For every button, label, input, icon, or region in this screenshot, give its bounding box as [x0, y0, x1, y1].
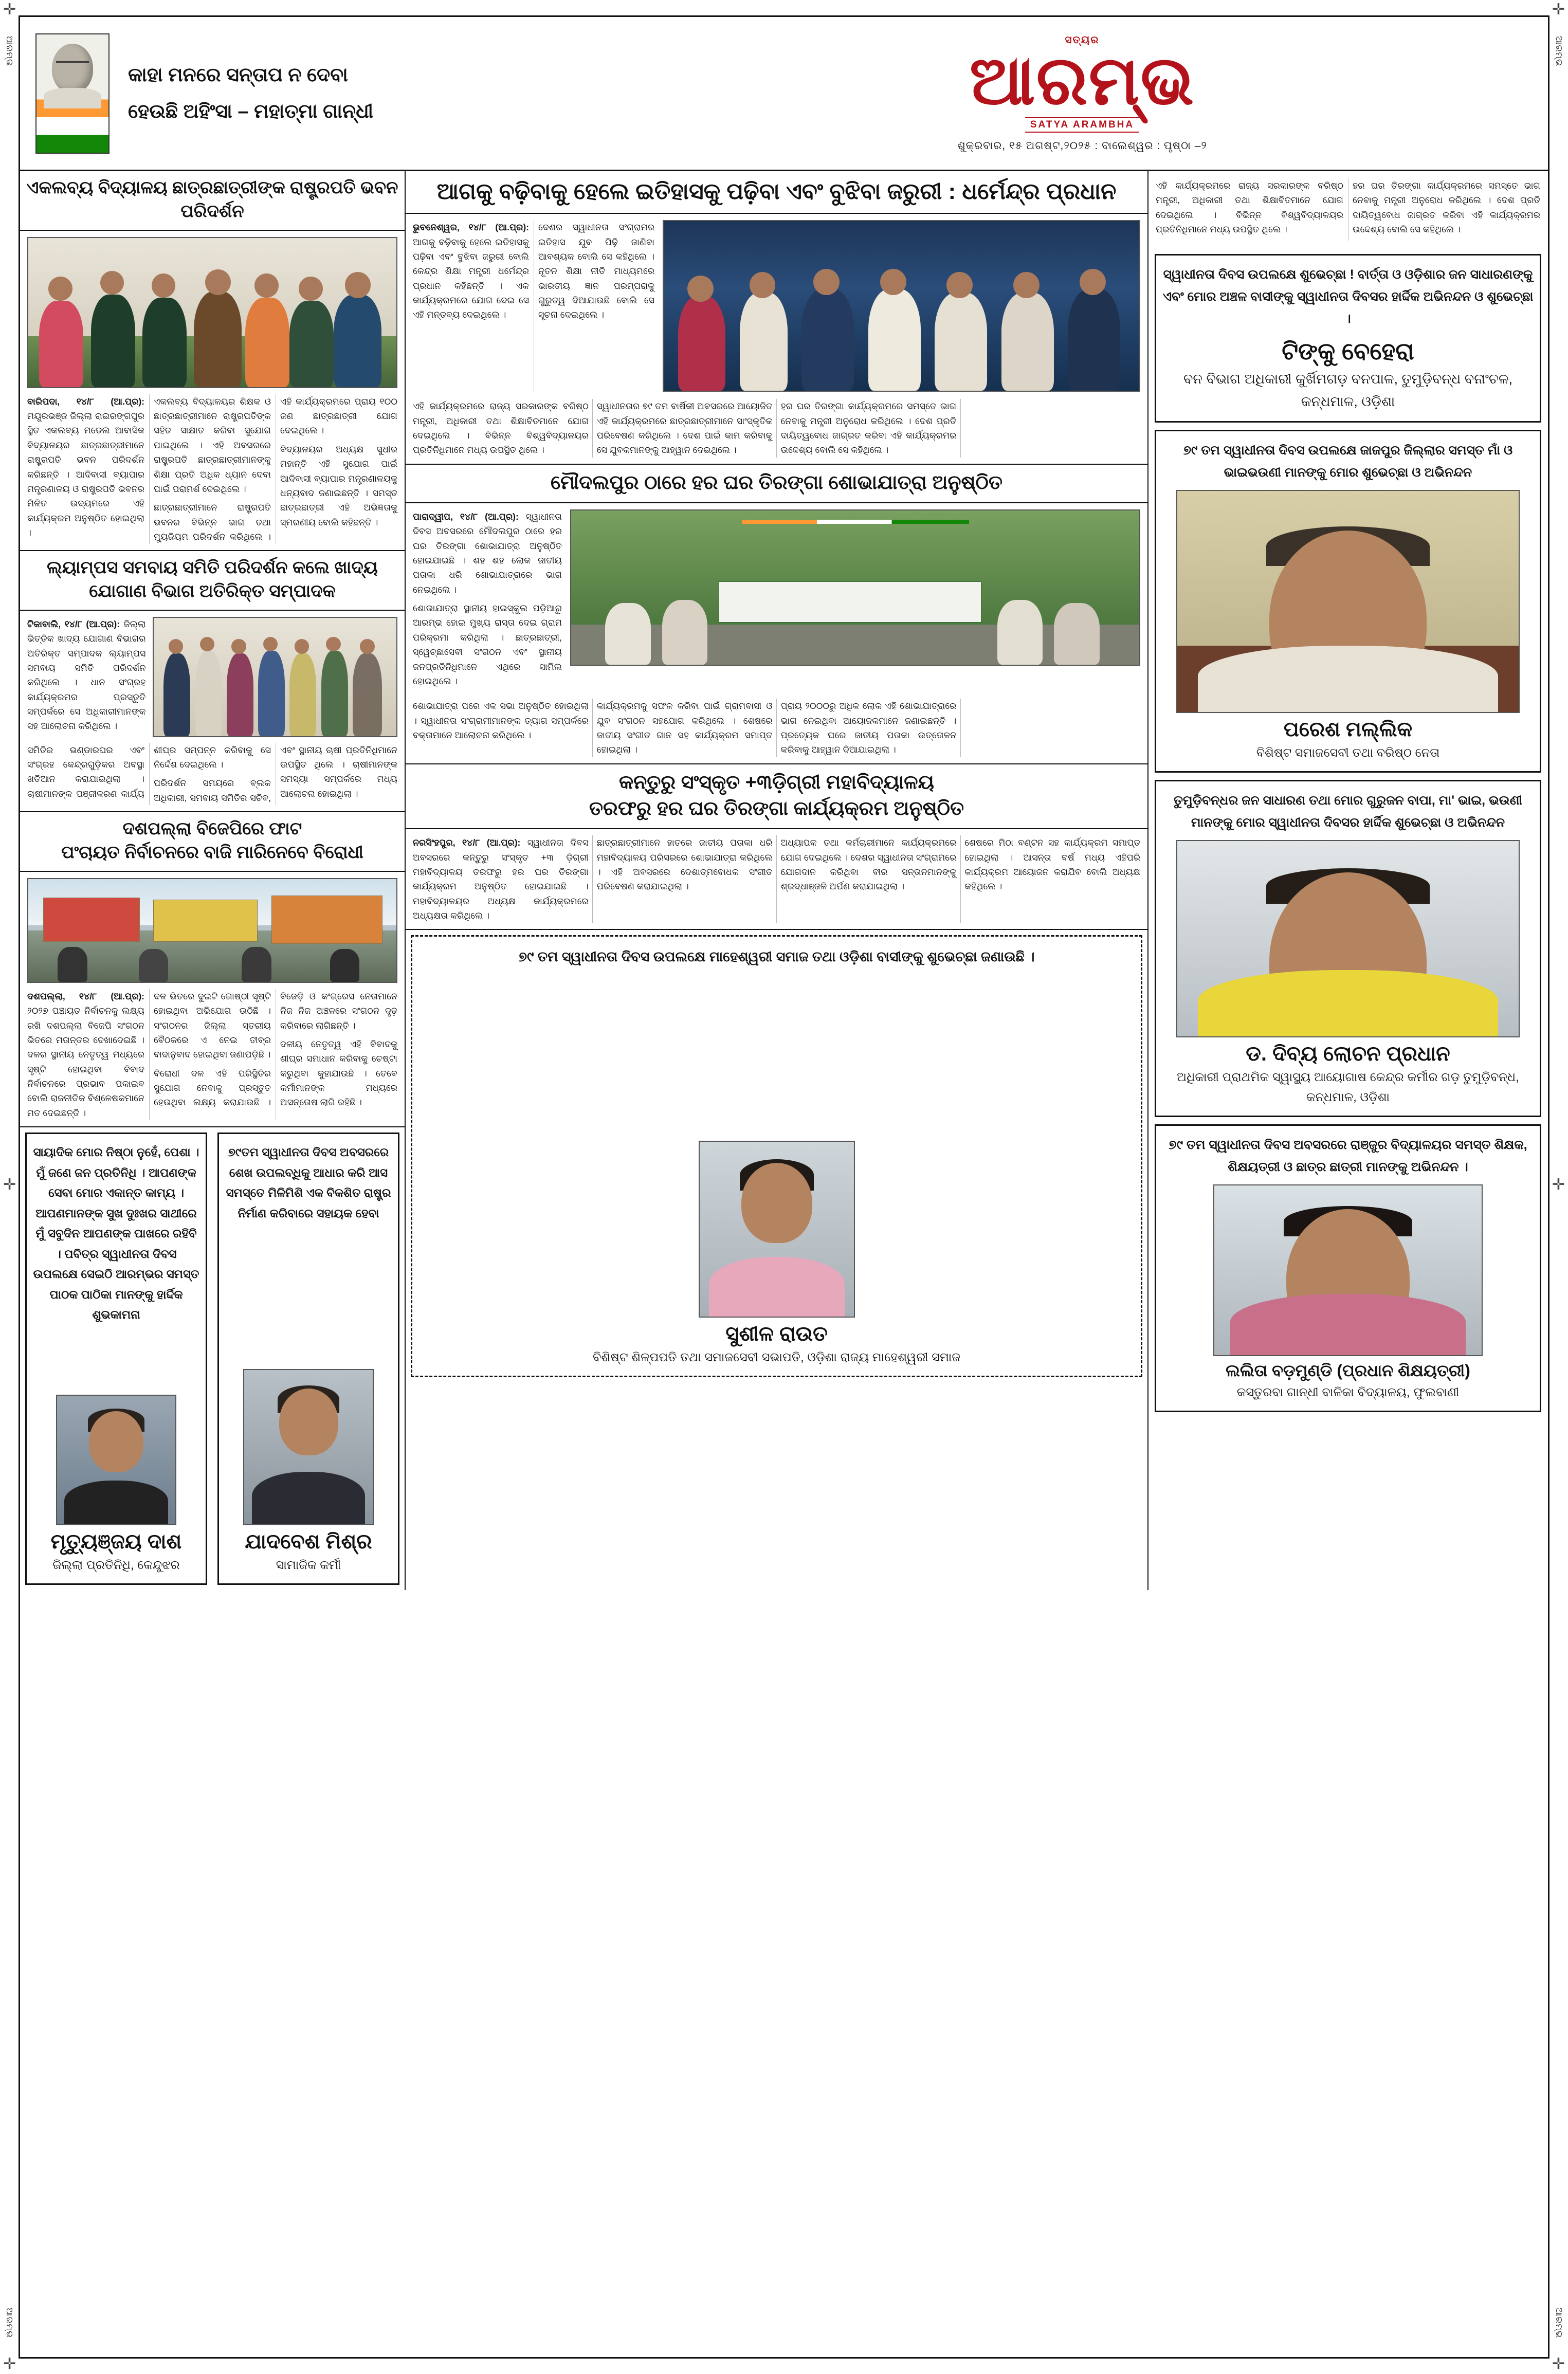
ad-slot-dibya: [1148, 780, 1547, 1117]
ad-person-role: ବିଶିଷ୍ଟ ଶିଳ୍ପପତି ତଥା ସମାଜସେବୀ ସଭାପତି, ଓଡ଼ିଶା ରାଜ୍ୟ ମାହେଶ୍ୱରୀ ସମାଜ: [593, 1350, 960, 1364]
crop-mark-top-left: ✛: [3, 1, 16, 18]
crop-mark-bottom-left: ✛: [3, 2355, 16, 2372]
headline-line-1: କନ୍ତୁରୁ ସଂସ୍କୃତ +୩ଡ଼ିଗ୍ରୀ ମହାବିଦ୍ୟାଳୟ: [619, 771, 934, 793]
article-body: ଦଶପଲ୍ଲା, ୧୪/୮ (ଆ.ପ୍ର): ୨୦୨୭ ପଞ୍ଚାୟତ ନିର୍ବାଚନକୁ ଲକ୍ଷ୍ୟ ରଖି ଦଶପଲ୍ଲା ବିଜେପି ସଂଗଠନ ଭିତରେ ମତାନ୍ତର ଦେଖାଦେଇଛି । ଦଳର ସ୍ଥାନୀୟ ନେତୃତ୍ୱ ମଧ୍ୟରେ ସୃଷ୍ଟି ହୋଇଥିବା ବିବାଦ ନିର୍ବାଚନରେ ପ୍ରଭାବ ପକାଇବ ବୋଲି ରାଜନୀତିକ ବିଶ୍ଳେଷକମାନେ ମତ ଦେଇଛନ୍ତି । ଦଳ ଭିତରେ ଦୁଇଟି ଗୋଷ୍ଠୀ ସୃଷ୍ଟି ହୋଇଥିବା ଅଭିଯୋଗ ଉଠିଛି । ସଂଗଠନର ଜିଲ୍ଲା ସ୍ତରୀୟ ବୈଠକରେ ଏ ନେଇ ତୀବ୍ର ବାଦାନୁବାଦ ହୋଇଥିବା ଜଣାପଡ଼ିଛି । ବିରୋଧୀ ଦଳ ଏହି ପରିସ୍ଥିତିର ସୁଯୋଗ ନେବାକୁ ପ୍ରସ୍ତୁତ ହେଉଥିବା ଲକ୍ଷ୍ୟ କରାଯାଉଛି । ବିଜେଡ଼ି ଓ କଂଗ୍ରେସ ନେତାମାନେ ନିଜ ନିଜ ଅଞ୍ଚଳରେ ସଂଗଠନ ଦୃଢ଼ କରିବାରେ ଲାଗିଛନ୍ତି । ଦଳୀୟ ନେତୃତ୍ୱ ଏହି ବିବାଦକୁ ଶୀଘ୍ର ସମାଧାନ କରିବାକୁ ଚେଷ୍ଟା କରୁଥିବା କୁହାଯାଉଛି । ତେବେ କର୍ମୀମାନଙ୍କ ମଧ୍ୟରେ ଅସନ୍ତୋଷ ଲାଗି ରହିଛି ।: [27, 991, 397, 1118]
jadabesa-mishra-portrait: [243, 1369, 374, 1525]
brand-small-text: ସତ୍ୟର: [1065, 34, 1100, 46]
article-dateline: ନରସିଂହପୁର, ୧୪/୮ (ଆ.ପ୍ର):: [413, 837, 521, 848]
ad-person-role: ଅଧିକାରୀ ପ୍ରାଥମିକ ସ୍ୱାସ୍ଥ୍ୟ ଆୟୋଗାଷ କେନ୍ଦ୍ର କର୍ମୀର ଗଡ଼ ତୁମୁଡ଼ିବନ୍ଧ, କନ୍ଧମାଳ, ଓଡ଼ିଶା: [1177, 1070, 1519, 1104]
masthead: [20, 17, 1548, 171]
ad-person-role: ଜିଲ୍ଲା ପ୍ରତିନିଧି, କେନ୍ଦୁଝର: [52, 1558, 180, 1572]
ad-message: ୭୯ ତମ ସ୍ୱାଧୀନତା ଦିବସ ଉପଲକ୍ଷେ ଜାଜପୁର ଜିଲ୍ଲାର ସମସ୍ତ ମାଁ ଓ ଭାଇଭଉଣୀ ମାନଙ୍କୁ ମୋର ଶୁଭେଚ୍ଛା ଓ ଅଭିନନ୍ଦନ: [1183, 443, 1513, 480]
students-group-photo: [27, 237, 397, 388]
headline-line-2: ପଂଚାୟତ ନିର୍ବାଚନରେ ବାଜି ମାରିନେବେ ବିରୋଧୀ: [61, 843, 363, 863]
article-body-col1: ଟିକାବାଲି, ୧୪/୮ (ଆ.ପ୍ର): ଜିଲ୍ଲା ଭିତ୍ତିକ ଖାଦ୍ୟ ଯୋଗାଣ ବିଭାଗର ଅତିରିକ୍ତ ସମ୍ପାଦକ ଲ୍ୟାମ୍ପସ ସମବାୟ ସମିତି ପରିଦର୍ଶନ କରିଥିଲେ । ଧାନ ସଂଗ୍ରହ କାର୍ଯ୍ୟକ୍ରମର ପ୍ରସ୍ତୁତି ସମ୍ପର୍କରେ ସେ ଅଧିକାରୀମାନଙ୍କ ସହ ଆଲୋଚନା କରିଥିଲେ ।: [27, 619, 146, 732]
ad-person-name: ଟିଙ୍କୁ ବେହେରା: [1282, 338, 1414, 365]
side-label-left: ଆରମ୍ଭ: [5, 36, 14, 67]
article-ekalabya: [20, 171, 405, 550]
ad-person-name: ମୃତ୍ୟୁଞ୍ଜୟ ଦାଶ: [50, 1530, 182, 1553]
ad-message: ତୁମୁଡ଼ିବନ୍ଧର ଜନ ସାଧାରଣ ତଥା ମୋର ଗୁରୁଜନ ବାପା, ମା' ଭାଇ, ଭଉଣୀ ମାନଙ୍କୁ ମୋର ସ୍ୱାଧୀନତା ଦିବସର ହାର୍ଦ୍ଦିକ ଶୁଭେଚ୍ଛା ଓ ଅଭିନନ୍ଦନ: [1174, 793, 1522, 830]
article-dasapalla: [20, 811, 405, 1126]
crop-mark-top-right: ✛: [1552, 1, 1565, 18]
article-body: ନରସିଂହପୁର, ୧୪/୮ (ଆ.ପ୍ର): ସ୍ୱାଧୀନତା ଦିବସ ଅବସରରେ କନ୍ତୁରୁ ସଂସ୍କୃତ +୩ ଡ଼ିଗ୍ରୀ ମହାବିଦ୍ୟାଳୟ ତରଫରୁ ହର ଘର ତିରଙ୍ଗା କାର୍ଯ୍ୟକ୍ରମ ଅନୁଷ୍ଠିତ ହୋଇଯାଇଛି । ମହାବିଦ୍ୟାଳୟର ଅଧ୍ୟକ୍ଷ କାର୍ଯ୍ୟକ୍ରମରେ ଅଧ୍ୟକ୍ଷତା କରିଥିଲେ । ଛାତ୍ରଛାତ୍ରୀମାନେ ହାତରେ ଜାତୀୟ ପତାକା ଧରି ମହାବିଦ୍ୟାଳୟ ପରିସରରେ ଶୋଭାଯାତ୍ରା କରିଥିଲେ । ଏହି ଅବସରରେ ଦେଶାତ୍ମବୋଧକ ସଂଗୀତ ପରିବେଷଣ କରାଯାଇଥିଲା । ଅଧ୍ୟାପକ ତଥା କର୍ମଚାରୀମାନେ କାର୍ଯ୍ୟକ୍ରମରେ ଯୋଗ ଦେଇଥିଲେ । ଦେଶର ସ୍ୱାଧୀନତା ସଂଗ୍ରାମରେ ଯୋଗଦାନ କରିଥିବା ବୀର ସନ୍ତାନମାନଙ୍କୁ ଶ୍ରଦ୍ଧାଞ୍ଜଳି ଅର୍ପଣ କରାଯାଇଥିଲା । ଶେଷରେ ମିଠା ବଣ୍ଟନ ସହ କାର୍ଯ୍ୟକ୍ରମ ସମାପ୍ତ ହୋଇଥିଲା । ଆସନ୍ତା ବର୍ଷ ମଧ୍ୟ ଏହିପରି କାର୍ଯ୍ୟକ୍ରମ ଆୟୋଜନ କରାଯିବ ବୋଲି ଅଧ୍ୟକ୍ଷ କହିଥିଲେ ।: [413, 837, 1140, 921]
ad-message: ସାୟାଦିକ ମୋର ନିଷ୍ଠା ନୁହେଁ, ପେଶା । ମୁଁ ଜଣେ ଜନ ପ୍ରତିନିଧି । ଆପଣଙ୍କ ସେବା ମୋର ଏକାନ୍ତ କାମ୍ୟ । ଆପଣମାନଙ୍କ ସୁଖ ଦୁଃଖର ସାଥୀରେ ମୁଁ ସବୁଦିନ ଆପଣଙ୍କ ପାଖରେ ରହିବି । ପବିତ୍ର ସ୍ୱାଧୀନତା ଦିବସ ଉପଲକ୍ଷେ ସେଇଠି ଆରମ୍ଭର ସମସ୍ତ ପାଠକ ପାଠିକା ମାନଙ୍କୁ ହାର୍ଦ୍ଦିକ ଶୁଭକାମନା: [33, 1145, 199, 1322]
article-dateline: ପାରାଦ୍ୱୀପ, ୧୪/୮ (ଆ.ପ୍ର):: [413, 512, 519, 522]
lead-headline: ଆଗକୁ ବଢ଼ିବାକୁ ହେଲେ ଇତିହାସକୁ ପଢ଼ିବା ଏବଂ ବୁଝିବା ଜରୁରୀ : ଧର୍ମେନ୍ଦ୍ର ପ୍ରଧାନ: [406, 171, 1147, 214]
ad-message: ସ୍ୱାଧୀନତା ଦିବସ ଉପଲକ୍ଷେ ଶୁଭେଚ୍ଛା ! ବାର୍ତ୍ତା ଓ ଓଡ଼ିଶାର ଜନ ସାଧାରଣଙ୍କୁ ଏବଂ ମୋର ଅଞ୍ଚଳ ବାସୀଙ୍କୁ ସ୍ୱାଧୀନତା ଦିବସର ହାର୍ଦ୍ଦିକ ଅଭିନନ୍ଦନ ଓ ଶୁଭେଚ୍ଛା ।: [1162, 267, 1534, 326]
ad-slot-paresh: [1148, 430, 1547, 773]
headline-line-1: ଦଶପଲ୍ଲା ବିଜେପିରେ ଫାଟ: [122, 819, 302, 839]
crop-mark-bottom-right: ✛: [1552, 2355, 1565, 2372]
political-meeting-photo: [27, 878, 397, 983]
masthead-slogan-block: [20, 17, 616, 170]
ad-slot-tinku: [1148, 254, 1547, 422]
ad-person-role: ବିଶିଷ୍ଟ ସମାଜସେବୀ ତଥା ବରିଷ୍ଠ ନେତା: [1256, 745, 1440, 760]
masthead-brand-block: [616, 17, 1548, 170]
ad-slot-jadabesa: [212, 1127, 405, 1590]
article-headline: ଲ୍ୟାମ୍ପସ ସମବାୟ ସମିତି ପରିଦର୍ଶନ କଲେ ଖାଦ୍ୟ ଯୋଗାଣ ବିଭାଗ ଅତିରିକ୍ତ ସମ୍ପାଦକ: [20, 551, 405, 611]
crop-mark-mid-right: ✛: [1552, 1176, 1565, 1193]
ad-person-name: ଯାଦବେଶ ମିଶ୍ର: [245, 1530, 372, 1553]
ad-slot-susila: [406, 929, 1147, 1382]
ad-message: ୭୯ ତମ ସ୍ୱାଧୀନତା ଦିବସ ଅବସରରେ ରାଞ୍ଜୁର ବିଦ୍ୟାଳୟର ସମସ୍ତ ଶିକ୍ଷକ, ଶିକ୍ଷୟତ୍ରୀ ଓ ଛାତ୍ର ଛାତ୍ରୀ ମାନଙ୍କୁ ଅଭିନନ୍ଦନ ।: [1169, 1137, 1527, 1174]
gandhi-portrait-icon: [35, 33, 110, 154]
article-dateline: ଭୁବନେଶ୍ୱର, ୧୪/୮ (ଆ.ପ୍ର):: [413, 222, 529, 233]
side-label-left-bottom: ଆରମ୍ଭ: [5, 2307, 14, 2338]
ad-message: ୭୯ ତମ ସ୍ୱାଧୀନତା ଦିବସ ଉପଲକ୍ଷେ ମାହେଶ୍ୱରୀ ସମାଜ ତଥା ଓଡ଼ିଶା ବାସୀଙ୍କୁ ଶୁଭେଚ୍ଛା ଜଣାଉଛି ।: [518, 949, 1035, 965]
article-dateline: ଦଶପଲ୍ଲା, ୧୪/୮ (ଆ.ପ୍ର):: [27, 991, 144, 1001]
article-headline: ମୌଦଲପୁର ଠାରେ ହର ଘର ତିରଙ୍ଗା ଶୋଭାଯାତ୍ରା ଅନୁଷ୍ଠିତ: [406, 465, 1147, 503]
article-dateline: ଟିକାବାଲି, ୧୪/୮ (ଆ.ପ୍ର):: [27, 619, 120, 629]
ad-person-role: ସାମାଜିକ କର୍ମୀ: [276, 1558, 341, 1572]
ad-person-name: ଡ. ଦିବ୍ୟ ଲୋଚନ ପ୍ରଧାନ: [1246, 1043, 1450, 1066]
article-lamps: [20, 550, 405, 811]
ad-slot-lalita: [1148, 1124, 1547, 1427]
article-headline: ଏକଲବ୍ୟ ବିଦ୍ୟାଳୟ ଛାତ୍ରଛାତ୍ରୀଙ୍କ ରାଷ୍ଟ୍ରପତି ଭବନ ପରିଦର୍ଶନ: [20, 171, 405, 231]
lead-body-bottom: ଏହି କାର୍ଯ୍ୟକ୍ରମରେ ରାଜ୍ୟ ସରକାରଙ୍କ ବରିଷ୍ଠ ମନ୍ତ୍ରୀ, ଅଧିକାରୀ ତଥା ଶିକ୍ଷାବିତମାନେ ଯୋଗ ଦେଇଥିଲେ । ବିଭିନ୍ନ ବିଶ୍ୱବିଦ୍ୟାଳୟର ପ୍ରତିନିଧିମାନେ ମଧ୍ୟ ଉପସ୍ଥିତ ଥିଲେ । ସ୍ୱାଧୀନତାର ୭୯ ତମ ବାର୍ଷିକୀ ଅବସରରେ ଆୟୋଜିତ ଏହି କାର୍ଯ୍ୟକ୍ରମରେ ଛାତ୍ରଛାତ୍ରୀମାନେ ସାଂସ୍କୃତିକ ପରିବେଷଣ କରିଥିଲେ । ଦେଶ ପାଇଁ କାମ କରିବାକୁ ସେ ଯୁବକମାନଙ୍କୁ ଆହ୍ୱାନ ଦେଇଥିଲେ । ହର ଘର ତିରଙ୍ଗା କାର୍ଯ୍ୟକ୍ରମରେ ସମସ୍ତେ ଭାଗ ନେବାକୁ ମନ୍ତ୍ରୀ ଅନୁରୋଧ କରିଥିଲେ । ଦେଶ ପ୍ରତି ଦାୟିତ୍ୱବୋଧ ଜାଗ୍ରତ କରିବା ଏହି କାର୍ଯ୍ୟକ୍ରମର ଉଦ୍ଦେଶ୍ୟ ବୋଲି ସେ କହିଥିଲେ ।: [413, 401, 957, 455]
newspaper-title: ଆରମ୍ଭ: [969, 42, 1195, 118]
ministers-on-stage-photo: [663, 220, 1140, 392]
crop-mark-mid-left: ✛: [3, 1176, 16, 1193]
masthead-slogan: [128, 57, 373, 130]
ad-person-name: ଲଲିତା ବଡ଼ମୁଣ୍ଡି (ପ୍ରଧାନ ଶିକ୍ଷୟତ୍ରୀ): [1226, 1361, 1470, 1380]
article-maidalpur: [406, 464, 1147, 763]
mrutyunjaya-dasa-portrait: [56, 1395, 176, 1525]
article-headline: [20, 812, 405, 872]
right-column: [1148, 171, 1547, 1590]
side-label-right-bottom: ଆରମ୍ଭ: [1554, 2307, 1564, 2338]
left-column: [20, 171, 406, 1590]
cooperative-inspection-photo: [153, 617, 397, 737]
paresh-mallick-portrait: [1176, 490, 1520, 713]
article-headline: [406, 764, 1147, 830]
article-kanturu: [406, 763, 1147, 929]
slogan-line-1: କାହା ମନରେ ସନ୍ତାପ ନ ଦେବା: [128, 64, 348, 86]
susila-rout-portrait: [699, 1141, 855, 1318]
lalita-badamundi-portrait: [1213, 1184, 1483, 1356]
page-body: [20, 171, 1548, 1590]
article-body: ସମିତିର ଭଣ୍ଡାରଘର ଏବଂ ସଂଗ୍ରହ କେନ୍ଦ୍ରଗୁଡ଼ିକର ଅବସ୍ଥା ଖତିଆନ କରାଯାଇଥିଲା । ଚାଷୀମାନଙ୍କ ପଞ୍ଜୀକରଣ କାର୍ଯ୍ୟ ଶୀଘ୍ର ସମ୍ପନ୍ନ କରିବାକୁ ସେ ନିର୍ଦ୍ଦେଶ ଦେଇଥିଲେ । ପରିଦର୍ଶନ ସମୟରେ ବ୍ଲକ ଅଧିକାରୀ, ସମବାୟ ସମିତିର ସଚିବ, ଏବଂ ସ୍ଥାନୀୟ ଚାଷୀ ପ୍ରତିନିଧିମାନେ ଉପସ୍ଥିତ ଥିଲେ । ଚାଷୀମାନଙ୍କ ସମସ୍ୟା ସମ୍ପର୍କରେ ମଧ୍ୟ ଆଲୋଚନା ହୋଇଥିଲା ।: [27, 744, 397, 803]
ad-message: ୭୯ତମ ସ୍ୱାଧୀନତା ଦିବସ ଅବସରରେ ଶେଖ ଉପଲବ୍ଧିକୁ ଆଧାର କରି ଆସ ସମସ୍ତେ ମିଳିମିଶି ଏକ ବିକଶିତ ରାଷ୍ଟ୍ର ନିର୍ମାଣ କରିବାରେ ସହାୟକ ହେବା: [226, 1145, 391, 1220]
dibya-lochan-pradhan-portrait: [1176, 840, 1520, 1037]
tiranga-rally-photo: [570, 509, 1140, 666]
article-body-col1: ପାରାଦ୍ୱୀପ, ୧୪/୮ (ଆ.ପ୍ର): ସ୍ୱାଧୀନତା ଦିବସ ଅବସରରେ ମୌଦଲପୁର ଠାରେ ହର ଘର ତିରଙ୍ଗା ଶୋଭାଯାତ୍ରା ଅନୁଷ୍ଠିତ ହୋଇଯାଇଛି । ଶହ ଶହ ଲୋକ ଜାତୀୟ ପତାକା ଧରି ଶୋଭାଯାତ୍ରାରେ ଭାଗ ନେଇଥିଲେ । ଶୋଭାଯାତ୍ରା ସ୍ଥାନୀୟ ହାଇସ୍କୁଲ ପଡ଼ିଆରୁ ଆରମ୍ଭ ହୋଇ ମୁଖ୍ୟ ରାସ୍ତା ଦେଇ ଗ୍ରାମ ପରିକ୍ରମା କରିଥିଲା । ଛାତ୍ରଛାତ୍ରୀ, ସ୍ୱେଚ୍ଛାସେବୀ ସଂଗଠନ ଏବଂ ସ୍ଥାନୀୟ ଜନପ୍ରତିନିଧିମାନେ ଏଥିରେ ସାମିଲ ହୋଇଥିଲେ ।: [413, 512, 562, 686]
middle-column: [406, 171, 1148, 1590]
page-frame: [19, 15, 1549, 2359]
slogan-line-2: ହେଉଛି ଅହିଂସା – ମହାତ୍ମା ଗାନ୍ଧୀ: [128, 100, 374, 122]
article-dharmendra: [406, 171, 1147, 464]
article-body: ବାରିପଦା, ୧୪/୮ (ଆ.ପ୍ର): ମୟୂରଭଞ୍ଜ ଜିଲ୍ଲା ରାଇରଙ୍ଗପୁର ସ୍ଥିତ ଏକଲବ୍ୟ ମଡେଲ ଆବାସିକ ବିଦ୍ୟାଳୟର ଛାତ୍ରଛାତ୍ରୀମାନେ ରାଷ୍ଟ୍ରପତି ଭବନ ପରିଦର୍ଶନ କରିଛନ୍ତି । ଆଦିବାସୀ ବ୍ୟାପାର ମନ୍ତ୍ରଣାଳୟ ଓ ରାଷ୍ଟ୍ରପତି ଭବନର ମିଳିତ ଉଦ୍ୟମରେ ଏହି କାର୍ଯ୍ୟକ୍ରମ ଅନୁଷ୍ଠିତ ହୋଇଥିଲା । ଏକଲବ୍ୟ ବିଦ୍ୟାଳୟର ଶିକ୍ଷକ ଓ ଛାତ୍ରଛାତ୍ରୀମାନେ ରାଷ୍ଟ୍ରପତିଙ୍କ ସହିତ ସାକ୍ଷାତ କରିବା ସୁଯୋଗ ପାଇଥିଲେ । ଏହି ଅବସରରେ ରାଷ୍ଟ୍ରପତି ଛାତ୍ରଛାତ୍ରୀମାନଙ୍କୁ ଶିକ୍ଷା ପ୍ରତି ଅଧିକ ଧ୍ୟାନ ଦେବା ପାଇଁ ପରାମର୍ଶ ଦେଇଥିଲେ । ଛାତ୍ରଛାତ୍ରୀମାନେ ରାଷ୍ଟ୍ରପତି ଭବନର ବିଭିନ୍ନ ଭାଗ ତଥା ମ୍ୟୁଜିୟମ ପରିଦର୍ଶନ କରିଥିଲେ । ଏହି କାର୍ଯ୍ୟକ୍ରମରେ ପ୍ରାୟ ୧୦୦ ଜଣ ଛାତ୍ରଛାତ୍ରୀ ଯୋଗ ଦେଇଥିଲେ । ବିଦ୍ୟାଳୟର ଅଧ୍ୟକ୍ଷ ସୁଧୀର ମହାନ୍ତି ଏହି ସୁଯୋଗ ପାଇଁ ଆଦିବାସୀ ବ୍ୟାପାର ମନ୍ତ୍ରଣାଳୟକୁ ଧନ୍ୟବାଦ ଜଣାଇଛନ୍ତି । ସମସ୍ତ ଛାତ୍ରଛାତ୍ରୀ ଏହି ଅଭିଜ୍ଞତାକୁ ସ୍ମରଣୀୟ ବୋଲି କହିଛନ୍ତି ।: [27, 396, 397, 542]
issue-date-line: ଶୁକ୍ରବାର, ୧୫ ଅଗଷ୍ଟ,୨୦୨୫ : ବାଲେଶ୍ୱର : ପୃଷ୍ଠା –୨: [957, 140, 1207, 152]
ad-person-role: ବନ ବିଭାଗ ଅଧିକାରୀ କୁର୍ଖିମଗଡ଼ ବନପାଳ, ତୁମୁଡ଼ିବନ୍ଧ ବନାଂଚଳ, କନ୍ଧମାଳ, ଓଡ଼ିଶା: [1183, 371, 1513, 409]
article-dateline: ବାରିପଦା, ୧୪/୮ (ଆ.ପ୍ର):: [27, 396, 144, 407]
lead-article-jump-text: ଏହି କାର୍ଯ୍ୟକ୍ରମରେ ରାଜ୍ୟ ସରକାରଙ୍କ ବରିଷ୍ଠ ମନ୍ତ୍ରୀ, ଅଧିକାରୀ ତଥା ଶିକ୍ଷାବିତମାନେ ଯୋଗ ଦେଇଥିଲେ । ବିଭିନ୍ନ ବିଶ୍ୱବିଦ୍ୟାଳୟର ପ୍ରତିନିଧିମାନେ ମଧ୍ୟ ଉପସ୍ଥିତ ଥିଲେ । ହର ଘର ତିରଙ୍ଗା କାର୍ଯ୍ୟକ୍ରମରେ ସମସ୍ତେ ଭାଗ ନେବାକୁ ମନ୍ତ୍ରୀ ଅନୁରୋଧ କରିଥିଲେ । ଦେଶ ପ୍ରତି ଦାୟିତ୍ୱବୋଧ ଜାଗ୍ରତ କରିବା ଏହି କାର୍ଯ୍ୟକ୍ରମର ଉଦ୍ଦେଶ୍ୟ ବୋଲି ସେ କହିଥିଲେ ।: [1156, 180, 1540, 235]
ad-slot-mrutyunjaya: [20, 1127, 212, 1590]
side-label-right: ଆରମ୍ଭ: [1554, 36, 1564, 67]
brand-subtitle: SATYA ARAMBHA: [1025, 117, 1139, 133]
article-body: ଶୋଭାଯାତ୍ରା ପରେ ଏକ ସଭା ଅନୁଷ୍ଠିତ ହୋଇଥିଲା । ସ୍ୱାଧୀନତା ସଂଗ୍ରାମୀମାନଙ୍କ ତ୍ୟାଗ ସମ୍ପର୍କରେ ବକ୍ତାମାନେ ଆଲୋଚନା କରିଥିଲେ । କାର୍ଯ୍ୟକ୍ରମକୁ ସଫଳ କରିବା ପାଇଁ ଗ୍ରାମବାସୀ ଓ ଯୁବ ସଂଗଠନ ସହଯୋଗ କରିଥିଲେ । ଶେଷରେ ଜାତୀୟ ସଂଗୀତ ଗାନ ସହ କାର୍ଯ୍ୟକ୍ରମ ସମାପ୍ତ ହୋଇଥିଲା । ପ୍ରାୟ ୨୦୦୦ରୁ ଅଧିକ ଲୋକ ଏହି ଶୋଭାଯାତ୍ରାରେ ଭାଗ ନେଇଥିବା ଆୟୋଜକମାନେ ଜଣାଇଛନ୍ତି । ପ୍ରତ୍ୟେକ ଘରେ ଜାତୀୟ ପତାକା ଉତ୍ତୋଳନ କରିବାକୁ ଆହ୍ୱାନ ଦିଆଯାଇଥିଲା ।: [413, 701, 957, 755]
ad-person-name: ପରେଶ ମଲ୍ଲିକ: [1283, 718, 1413, 741]
lead-body-left: ଭୁବନେଶ୍ୱର, ୧୪/୮ (ଆ.ପ୍ର): ଆଗକୁ ବଢ଼ିବାକୁ ହେଲେ ଇତିହାସକୁ ପଢ଼ିବା ଏବଂ ବୁଝିବା ଜରୁରୀ ବୋଲି କେନ୍ଦ୍ର ଶିକ୍ଷା ମନ୍ତ୍ରୀ ଧର୍ମେନ୍ଦ୍ର ପ୍ରଧାନ କହିଛନ୍ତି । ଏକ କାର୍ଯ୍ୟକ୍ରମରେ ଯୋଗ ଦେଇ ସେ ଏହି ମନ୍ତବ୍ୟ ଦେଇଥିଲେ । ଦେଶର ସ୍ୱାଧୀନତା ସଂଗ୍ରାମର ଇତିହାସ ଯୁବ ପିଢ଼ି ଜାଣିବା ଆବଶ୍ୟକ ବୋଲି ସେ କହିଥିଲେ । ନୂତନ ଶିକ୍ଷା ନୀତି ମାଧ୍ୟମରେ ଭାରତୀୟ ଜ୍ଞାନ ପରମ୍ପରାକୁ ଗୁରୁତ୍ୱ ଦିଆଯାଉଛି ବୋଲି ସେ ସୂଚନା ଦେଇଥିଲେ ।: [413, 222, 654, 320]
headline-line-2: ତରଫରୁ ହର ଘର ତିରଙ୍ଗା କାର୍ଯ୍ୟକ୍ରମ ଅନୁଷ୍ଠିତ: [589, 797, 964, 819]
bottom-left-ad-row: [20, 1126, 405, 1590]
ad-person-role: କସ୍ତୁରବା ଗାନ୍ଧୀ ବାଳିକା ବିଦ୍ୟାଳୟ, ଫୁଲବାଣୀ: [1236, 1385, 1460, 1399]
ad-person-name: ସୁଶୀଳ ରାଉତ: [725, 1322, 828, 1345]
